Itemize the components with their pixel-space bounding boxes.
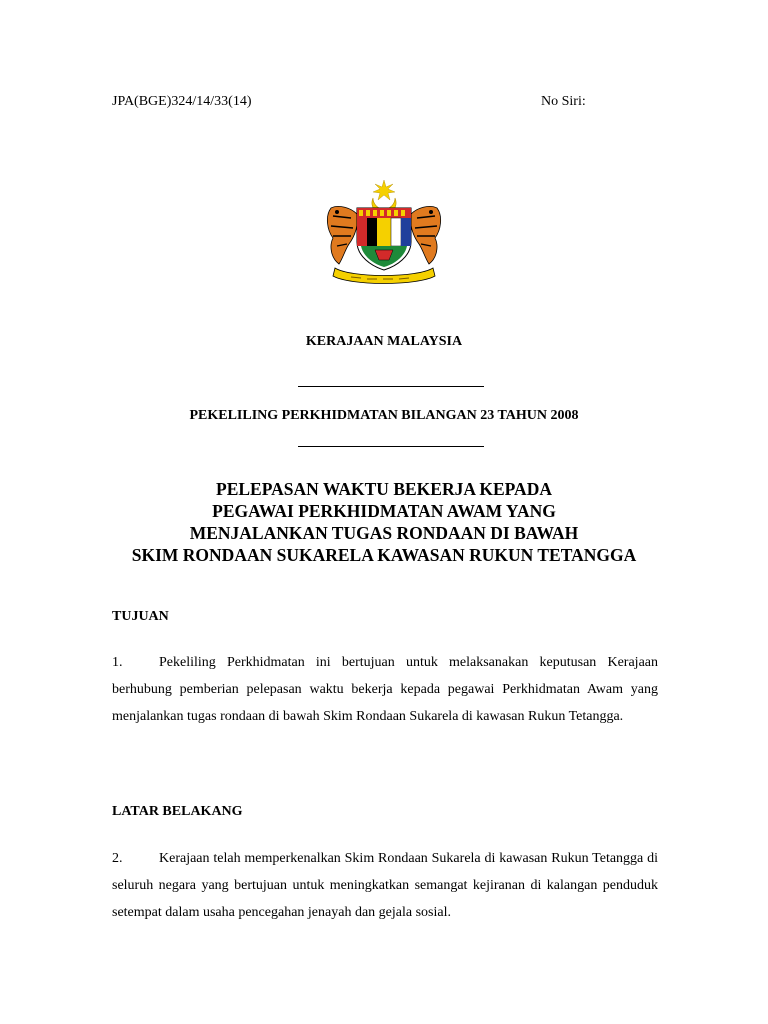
divider-line [298, 386, 484, 387]
paragraph [112, 649, 658, 730]
paragraph-number: 1. [112, 655, 123, 670]
title-line: PELEPASAN WAKTU BEKERJA KEPADA [216, 479, 552, 499]
title-line: MENJALANKAN TUGAS RONDAAN DI BAWAH [189, 523, 579, 543]
paragraph [112, 845, 658, 926]
section-heading: TUJUAN [112, 609, 169, 624]
paragraph-number: 2. [112, 851, 123, 866]
section-heading: LATAR BELAKANG [112, 804, 243, 819]
divider-line [298, 446, 484, 447]
title-line: SKIM RONDAAN SUKARELA KAWASAN RUKUN TETANGGA [131, 545, 637, 565]
paragraph-text: Kerajaan telah memperkenalkan Skim Rondaan Sukarela di kawasan Rukun Tetangga di seluruh negara yang bertujuan untuk meningkatkan semangat kejiranan di kalangan penduduk setempat dalam usaha pencegahan jenayah dan gejala sosial. [112, 851, 658, 920]
circular-number: PEKELILING PERKHIDMATAN BILANGAN 23 TAHUN 2008 [189, 408, 579, 423]
document-title [0, 478, 768, 566]
coat-of-arms-icon [321, 178, 447, 288]
government-name: KERAJAAN MALAYSIA [305, 334, 463, 349]
serial-number-label: No Siri: [541, 94, 586, 109]
title-line: PEGAWAI PERKHIDMATAN AWAM YANG [212, 501, 556, 521]
paragraph-text: Pekeliling Perkhidmatan ini bertujuan untuk melaksanakan keputusan Kerajaan berhubung pemberian pelepasan waktu bekerja kepada pegawai Perkhidmatan Awam yang menjalankan tugas rondaan di bawah Skim Rondaan Sukarela di kawasan Rukun Tetangga. [112, 655, 658, 724]
reference-number: JPA(BGE)324/14/33(14) [112, 94, 252, 109]
